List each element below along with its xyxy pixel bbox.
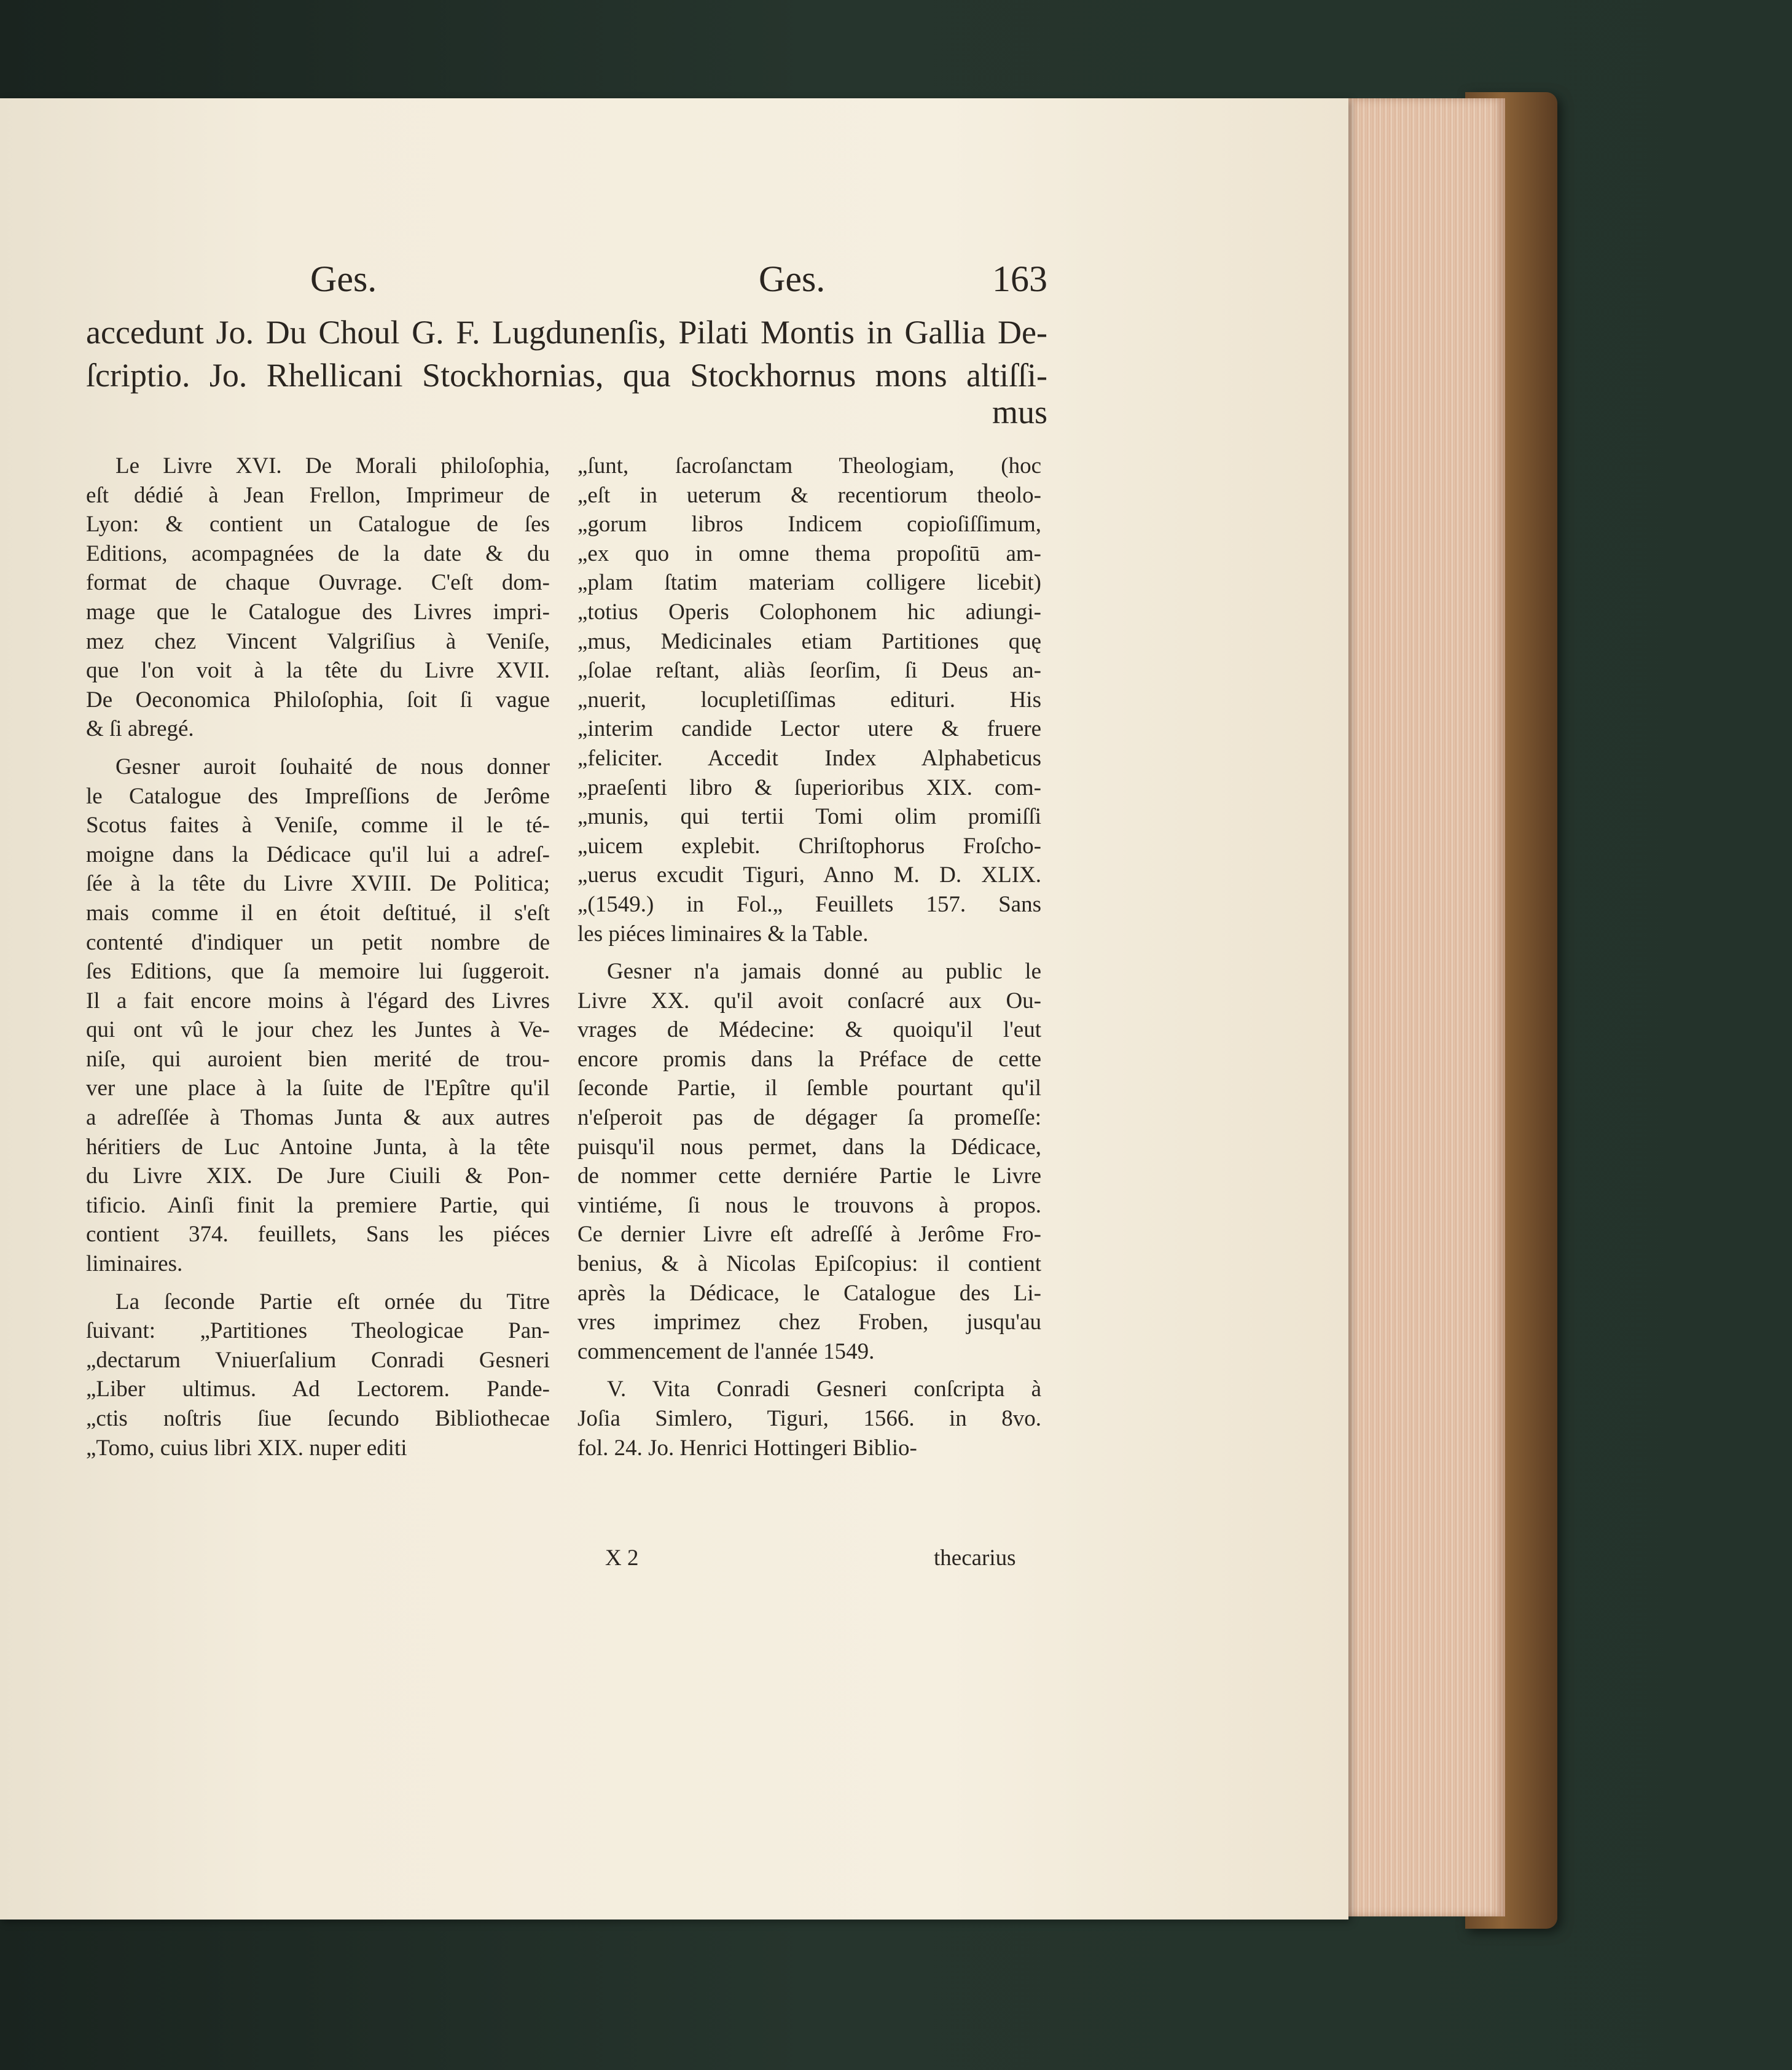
text-line: „Tomo, cuius libri XIX. nuper editi	[86, 1435, 407, 1461]
text-line: Scotus faites à Veniſe, comme il le té-	[86, 813, 550, 838]
text-line: „ctis noſtris ſiue ſecundo Bibliothecae	[86, 1406, 550, 1431]
text-line: ſée à la tête du Livre XVIII. De Politica;	[86, 871, 550, 897]
text-line: liminaires.	[86, 1251, 183, 1277]
text-line: Lyon: & contient un Catalogue de ſes	[86, 512, 550, 537]
text-line: de nommer cette derniére Partie le Livre	[577, 1163, 1041, 1189]
catchword: thecarius	[934, 1545, 1016, 1571]
text-line: „nuerit, locupletiſſimas edituri. His	[577, 687, 1041, 713]
text-line: Il a fait encore moins à l'égard des Livres	[86, 988, 550, 1014]
text-line: „uerus excudit Tiguri, Anno M. D. XLIX.	[577, 862, 1041, 888]
paragraph-gap	[577, 948, 1041, 957]
text-line: héritiers de Luc Antoine Junta, à la tête	[86, 1134, 550, 1160]
text-line: & ſi abregé.	[86, 716, 194, 742]
text-line: „totius Operis Colophonem hic adiungi-	[577, 599, 1041, 625]
text-line: vres imprimez chez Froben, jusqu'au	[577, 1310, 1041, 1335]
text-line: Ce dernier Livre eſt adreſſé à Jerôme Fro-	[577, 1222, 1041, 1248]
page-number: 163	[992, 259, 1047, 299]
text-line: a adreſſée à Thomas Junta & aux autres	[86, 1105, 550, 1131]
top-line-2: ſcriptio. Jo. Rhellicani Stockhornias, qua Stockhornus mons altiſſi-	[86, 357, 1047, 394]
text-line: „gorum libros Indicem copioſiſſimum,	[577, 512, 1041, 537]
text-line: mais comme il en étoit deſtitué, il s'eſt	[86, 900, 550, 926]
text-line: „Liber ultimus. Ad Lectorem. Pande-	[86, 1377, 550, 1402]
text-line: „eſt in ueterum & recentiorum theolo-	[577, 482, 1041, 508]
text-line: Gesner n'a jamais donné au public le	[607, 959, 1041, 985]
text-line: puisqu'il nous permet, dans la Dédicace,	[577, 1134, 1041, 1160]
text-line: „uicem explebit. Chriſtophorus Froſcho-	[577, 833, 1041, 859]
text-line: vintiéme, ſi nous le trouvons à propos.	[577, 1192, 1041, 1218]
top-line-3: mus	[992, 394, 1047, 431]
text-line: „ſolae reſtant, aliàs ſeorſim, ſi Deus an-	[577, 658, 1041, 684]
text-line: que l'on voit à la tête du Livre XVII.	[86, 658, 550, 684]
text-line: Editions, acompagnées de la date & du	[86, 541, 550, 566]
text-line: ſuivant: „Partitiones Theologicae Pan-	[86, 1318, 550, 1344]
running-head-center: Ges.	[759, 259, 826, 299]
text-line: Livre XX. qu'il avoit conſacré aux Ou-	[577, 988, 1041, 1014]
text-line: benius, & à Nicolas Epiſcopius: il contient	[577, 1251, 1041, 1277]
text-line: ſeconde Partie, il ſemble pourtant qu'il	[577, 1076, 1041, 1101]
running-head-left: Ges.	[310, 259, 377, 299]
text-line: le Catalogue des Impreſſions de Jerôme	[86, 783, 550, 809]
text-line: Gesner auroit ſouhaité de nous donner	[115, 754, 550, 779]
text-line: mez chez Vincent Valgriſius à Veniſe,	[86, 628, 550, 654]
text-line: „mus, Medicinales etiam Partitiones quę	[577, 628, 1041, 654]
text-line: „ex quo in omne thema propoſitū am-	[577, 541, 1041, 566]
text-line: format de chaque Ouvrage. C'eſt dom-	[86, 570, 550, 596]
signature-mark: X 2	[605, 1545, 639, 1571]
text-line: De Oeconomica Philoſophia, ſoit ſi vague	[86, 687, 550, 713]
text-line: „ſunt, ſacroſanctam Theologiam, (hoc	[577, 453, 1041, 478]
text-line: ver une place à la ſuite de l'Epître qu'il	[86, 1076, 550, 1101]
right-column	[577, 451, 1041, 1463]
text-line: les piéces liminaires & la Table.	[577, 921, 869, 947]
text-line: du Livre XIX. De Jure Ciuili & Pon-	[86, 1163, 550, 1189]
text-line: commencement de l'année 1549.	[577, 1338, 875, 1364]
text-line: eſt dédié à Jean Frellon, Imprimeur de	[86, 482, 550, 508]
text-line: qui ont vû le jour chez les Juntes à Ve-	[86, 1017, 550, 1043]
text-line: tificio. Ainſi finit la premiere Partie, qui	[86, 1192, 550, 1218]
text-line: La ſeconde Partie eſt ornée du Titre	[115, 1289, 550, 1314]
text-line: mage que le Catalogue des Livres impri-	[86, 599, 550, 625]
paragraph-gap	[577, 1366, 1041, 1375]
text-line: V. Vita Conradi Gesneri conſcripta à	[607, 1377, 1041, 1402]
text-line: vrages de Médecine: & quoiqu'il l'eut	[577, 1017, 1041, 1043]
page-edges-block	[1338, 98, 1505, 1916]
text-line: „dectarum Vniuerſalium Conradi Gesneri	[86, 1347, 550, 1373]
top-line-1: accedunt Jo. Du Choul G. F. Lugdunenſis, Pilati Montis in Gallia De-	[86, 314, 1047, 351]
text-line: après la Dédicace, le Catalogue des Li-	[577, 1280, 1041, 1306]
text-line: ſes Editions, que ſa memoire lui ſuggeroit.	[86, 959, 550, 985]
text-line: encore promis dans la Préface de cette	[577, 1046, 1041, 1072]
paragraph-gap	[86, 744, 550, 752]
text-line: „munis, qui tertii Tomi olim promiſſi	[577, 804, 1041, 830]
text-line: Joſia Simlero, Tiguri, 1566. in 8vo.	[577, 1406, 1041, 1431]
text-line: „feliciter. Accedit Index Alphabeticus	[577, 745, 1041, 771]
paragraph-gap	[86, 1279, 550, 1287]
text-line: „(1549.) in Fol.„ Feuillets 157. Sans	[577, 891, 1041, 917]
text-line: „praeſenti libro & ſuperioribus XIX. com-	[577, 775, 1041, 800]
text-line: contient 374. feuillets, Sans les piéces	[86, 1222, 550, 1248]
text-line: fol. 24. Jo. Henrici Hottingeri Biblio-	[577, 1435, 917, 1461]
text-line: „plam ſtatim materiam colligere licebit)	[577, 570, 1041, 596]
text-line: „interim candide Lector utere & fruere	[577, 716, 1041, 742]
text-line: contenté d'indiquer un petit nombre de	[86, 929, 550, 955]
text-line: Le Livre XVI. De Morali philoſophia,	[115, 453, 550, 478]
text-line: moigne dans la Dédicace qu'il lui a adreſ-	[86, 842, 550, 867]
left-column	[86, 451, 550, 1463]
text-line: n'eſperoit pas de dégager ſa promeſſe:	[577, 1105, 1041, 1131]
text-line: niſe, qui auroient bien merité de trou-	[86, 1046, 550, 1072]
